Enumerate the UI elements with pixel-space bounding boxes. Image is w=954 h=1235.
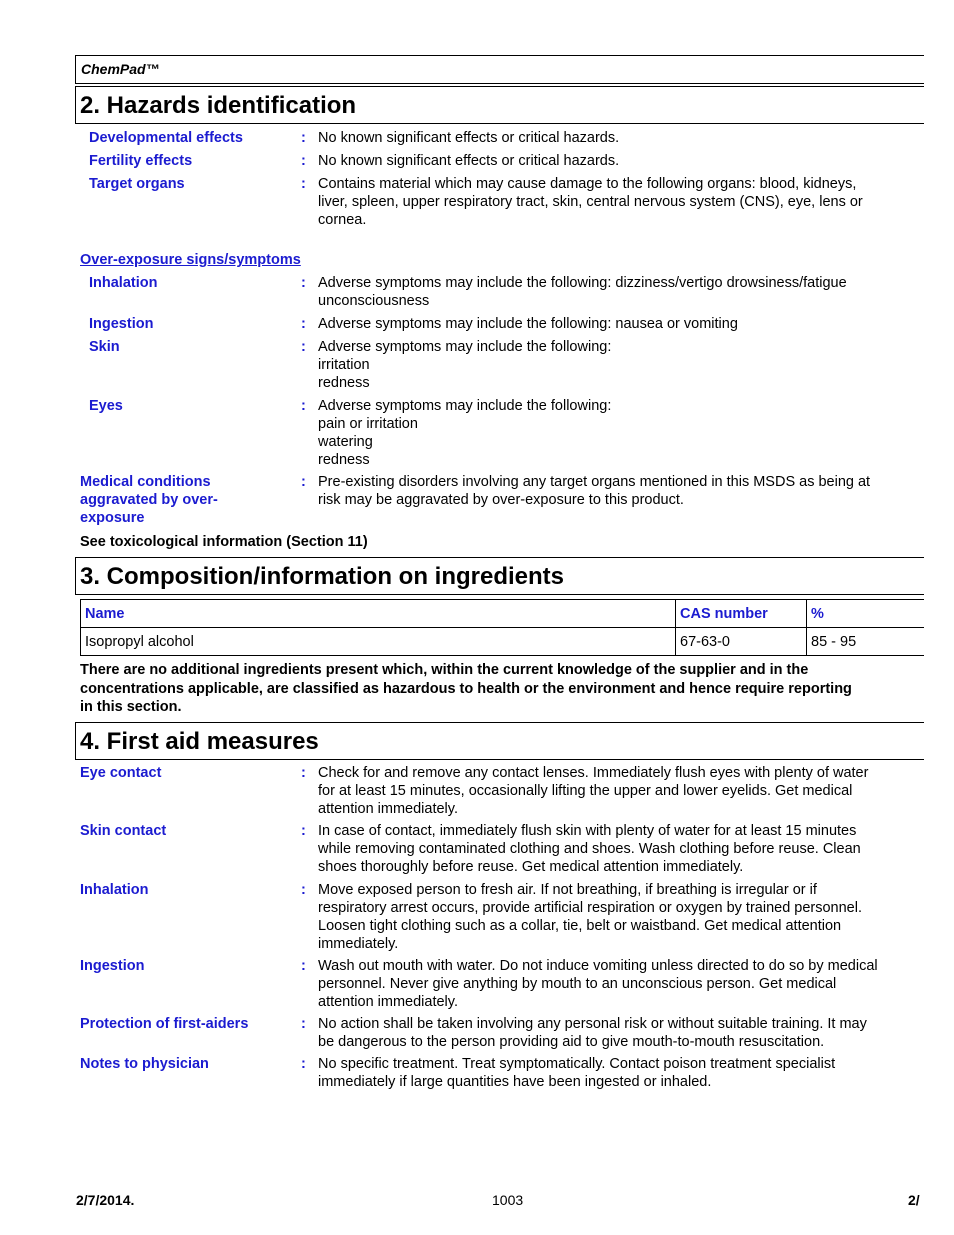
product-header (75, 55, 924, 84)
col-cas-header: CAS number (676, 600, 807, 628)
col-percent-header: % (807, 600, 925, 628)
section-2-heading (75, 86, 924, 124)
footer-page-number: 2/ (908, 1192, 920, 1208)
msds-page: ChemPad™ 2. Hazards identification Developmental effects : No known significant effects or critical hazards. Fertility effects : No known significant effects or critical hazards. Target organs : Contains material which may cause damage to the following organs: blood, kidneys, liver, spleen, upper respiratory tract, skin, central nervous system (CNS), eye, lens or cornea. Over-exposure signs/symptoms Inhalation : Adverse symptoms may include the following: dizziness/vertigo drowsiness/fatigue unconsciousness Ingestion : Adverse symptoms may include the following: nausea or vomiting Skin : Adverse symptoms may include the following: irritation redness Eyes : Adverse symptoms may include the following: pain or irritation watering redness Medical conditions aggravated by over- exposure : Pre-existing disorders involving any target organs mentioned in this MSDS as being at risk may be aggravated by over-exposure to this product. See toxicological information (Section 11) 3. Composition/information on ingredients Name CAS number % Isopropyl alcohol 67-63-0 85 - 95 There are no additional ingredients present which, within the current knowledge of the supplier and in the concentrations applicable, are classified as hazardous to health or the environment and hence require reporting in this section. 4. First aid measures Eye contact : Check for and remove any contact lenses. Immediately flush eyes with plenty of water for at least 15 minutes, occasionally lifting the upper and lower eyelids. Get medical attention immediately. Skin contact : In case of contact, immediately flush skin with plenty of water for at least 15 minutes while removing contaminated clothing and shoes. Wash clothing before reuse. Clean shoes thoroughly before reuse. Get medical attention immediately. Inhalation : Move exposed person to fresh air. If not breathing, if breathing is irregular or if respiratory arrest occurs, provide artificial respiration or oxygen by trained personnel. Loosen tight clothing such as a collar, tie, belt or waistband. Get medical attention immediately. Ingestion : Wash out mouth with water. Do not induce vomiting unless directed to do so by medical personnel. Never give anything by mouth to an unconscious person. Get medical attention immediately. Protection of first-aiders : No action shall be taken involving any personal risk or without suitable training. It may be dangerous to the person providing aid to give mouth-to-mouth resuscitation. Notes to physician : No specific treatment. Treat symptomatically. Contact poison treatment specialist immediately if large quantities have been ingested or inhaled. 2/7/2014. 1003 2/ (0, 0, 954, 1235)
col-name-header: Name (81, 600, 676, 628)
overexposure-heading: Over-exposure signs/symptoms (80, 252, 301, 268)
section-4-title: 4. First aid measures (80, 728, 319, 755)
table-row (81, 628, 925, 656)
ingredient-percent: 85 - 95 (807, 628, 925, 656)
product-name: ChemPad™ (81, 61, 160, 77)
see-tox-note: See toxicological information (Section 11) (80, 534, 368, 550)
ingredients-table (80, 599, 924, 656)
section-3-heading (75, 557, 924, 595)
table-header-row (81, 600, 925, 628)
footer-code: 1003 (492, 1192, 524, 1208)
section-3-title: 3. Composition/information on ingredients (80, 563, 564, 590)
footer-date: 2/7/2014. (76, 1192, 135, 1208)
ingredient-name: Isopropyl alcohol (81, 628, 676, 656)
section-2-title: 2. Hazards identification (80, 92, 357, 119)
ingredient-cas: 67-63-0 (676, 628, 807, 656)
section-4-heading (75, 722, 924, 760)
ingredients-note: There are no additional ingredients present which, within the current knowledge of the supplier and in the concentrations applicable, are classified as hazardous to health or the environment and hence require reporting in this section. (80, 662, 852, 715)
